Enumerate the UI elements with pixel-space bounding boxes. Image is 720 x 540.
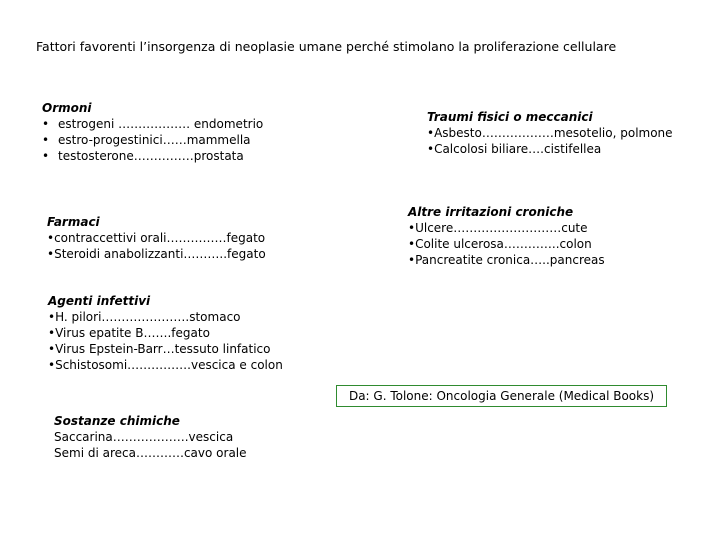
bullet-icon: • xyxy=(408,221,416,235)
item-text: Steroidi anabolizzanti………..fegato xyxy=(54,247,266,261)
item-text: Pancreatite cronica…..pancreas xyxy=(415,253,605,267)
altre-heading: Altre irritazioni croniche xyxy=(408,205,574,219)
item-text: Virus Epstein-Barr…tessuto linfatico xyxy=(55,342,271,356)
farmaci-heading: Farmaci xyxy=(47,215,100,229)
sostanze-block xyxy=(54,413,247,461)
ormoni-block xyxy=(42,100,263,164)
bullet-icon: • xyxy=(48,358,56,372)
list-item xyxy=(408,252,605,268)
list-item xyxy=(42,148,263,164)
bullet-icon: • xyxy=(48,310,56,324)
page-title: Fattori favorenti l’insorgenza di neoplasie umane perché stimolano la proliferazione cellulare xyxy=(36,39,617,54)
item-text: contraccettivi orali……………fegato xyxy=(54,231,266,245)
list-item xyxy=(42,116,263,132)
list-item xyxy=(427,125,673,141)
list-item: Saccarina……………….vescica xyxy=(54,430,234,444)
agenti-block xyxy=(48,293,283,373)
bullet-icon: • xyxy=(42,133,50,147)
bullet-icon: • xyxy=(47,247,55,261)
list-item xyxy=(47,246,266,262)
item-text: Schistosomi…………….vescica e colon xyxy=(55,358,283,372)
list-item xyxy=(47,230,266,246)
traumi-block xyxy=(427,109,673,157)
sostanze-heading: Sostanze chimiche xyxy=(54,414,180,428)
bullet-icon: • xyxy=(48,326,56,340)
list-item: Semi di areca…………cavo orale xyxy=(54,446,247,460)
item-text: Colite ulcerosa…………..colon xyxy=(415,237,592,251)
agenti-heading: Agenti infettivi xyxy=(48,294,151,308)
ormoni-heading: Ormoni xyxy=(42,101,92,115)
item-text: H. pilori………………….stomaco xyxy=(55,310,241,324)
bullet-icon: • xyxy=(48,342,56,356)
bullet-icon: • xyxy=(427,126,435,140)
farmaci-block xyxy=(47,214,266,262)
bullet-icon: • xyxy=(42,117,50,131)
list-item xyxy=(408,220,605,236)
list-item xyxy=(48,309,283,325)
item-text: Virus epatite B…….fegato xyxy=(55,326,210,340)
list-item xyxy=(42,132,263,148)
item-text: Asbesto………………mesotelio, polmone xyxy=(434,126,673,140)
list-item xyxy=(48,325,283,341)
source-citation: Da: G. Tolone: Oncologia Generale (Medical Books) xyxy=(336,385,667,407)
bullet-icon: • xyxy=(47,231,55,245)
altre-irritazioni-block xyxy=(408,204,605,268)
traumi-heading: Traumi fisici o meccanici xyxy=(427,110,593,124)
item-text: Ulcere………………………cute xyxy=(415,221,588,235)
list-item xyxy=(427,141,673,157)
list-item xyxy=(48,341,283,357)
item-text: estrogeni ……………… endometrio xyxy=(58,117,264,131)
bullet-icon: • xyxy=(408,253,416,267)
bullet-icon: • xyxy=(408,237,416,251)
bullet-icon: • xyxy=(427,142,435,156)
list-item xyxy=(408,236,605,252)
item-text: testosterone……………prostata xyxy=(58,149,244,163)
item-text: Calcolosi biliare….cistifellea xyxy=(434,142,602,156)
bullet-icon: • xyxy=(42,149,50,163)
item-text: estro-progestinici……mammella xyxy=(58,133,251,147)
list-item xyxy=(48,357,283,373)
